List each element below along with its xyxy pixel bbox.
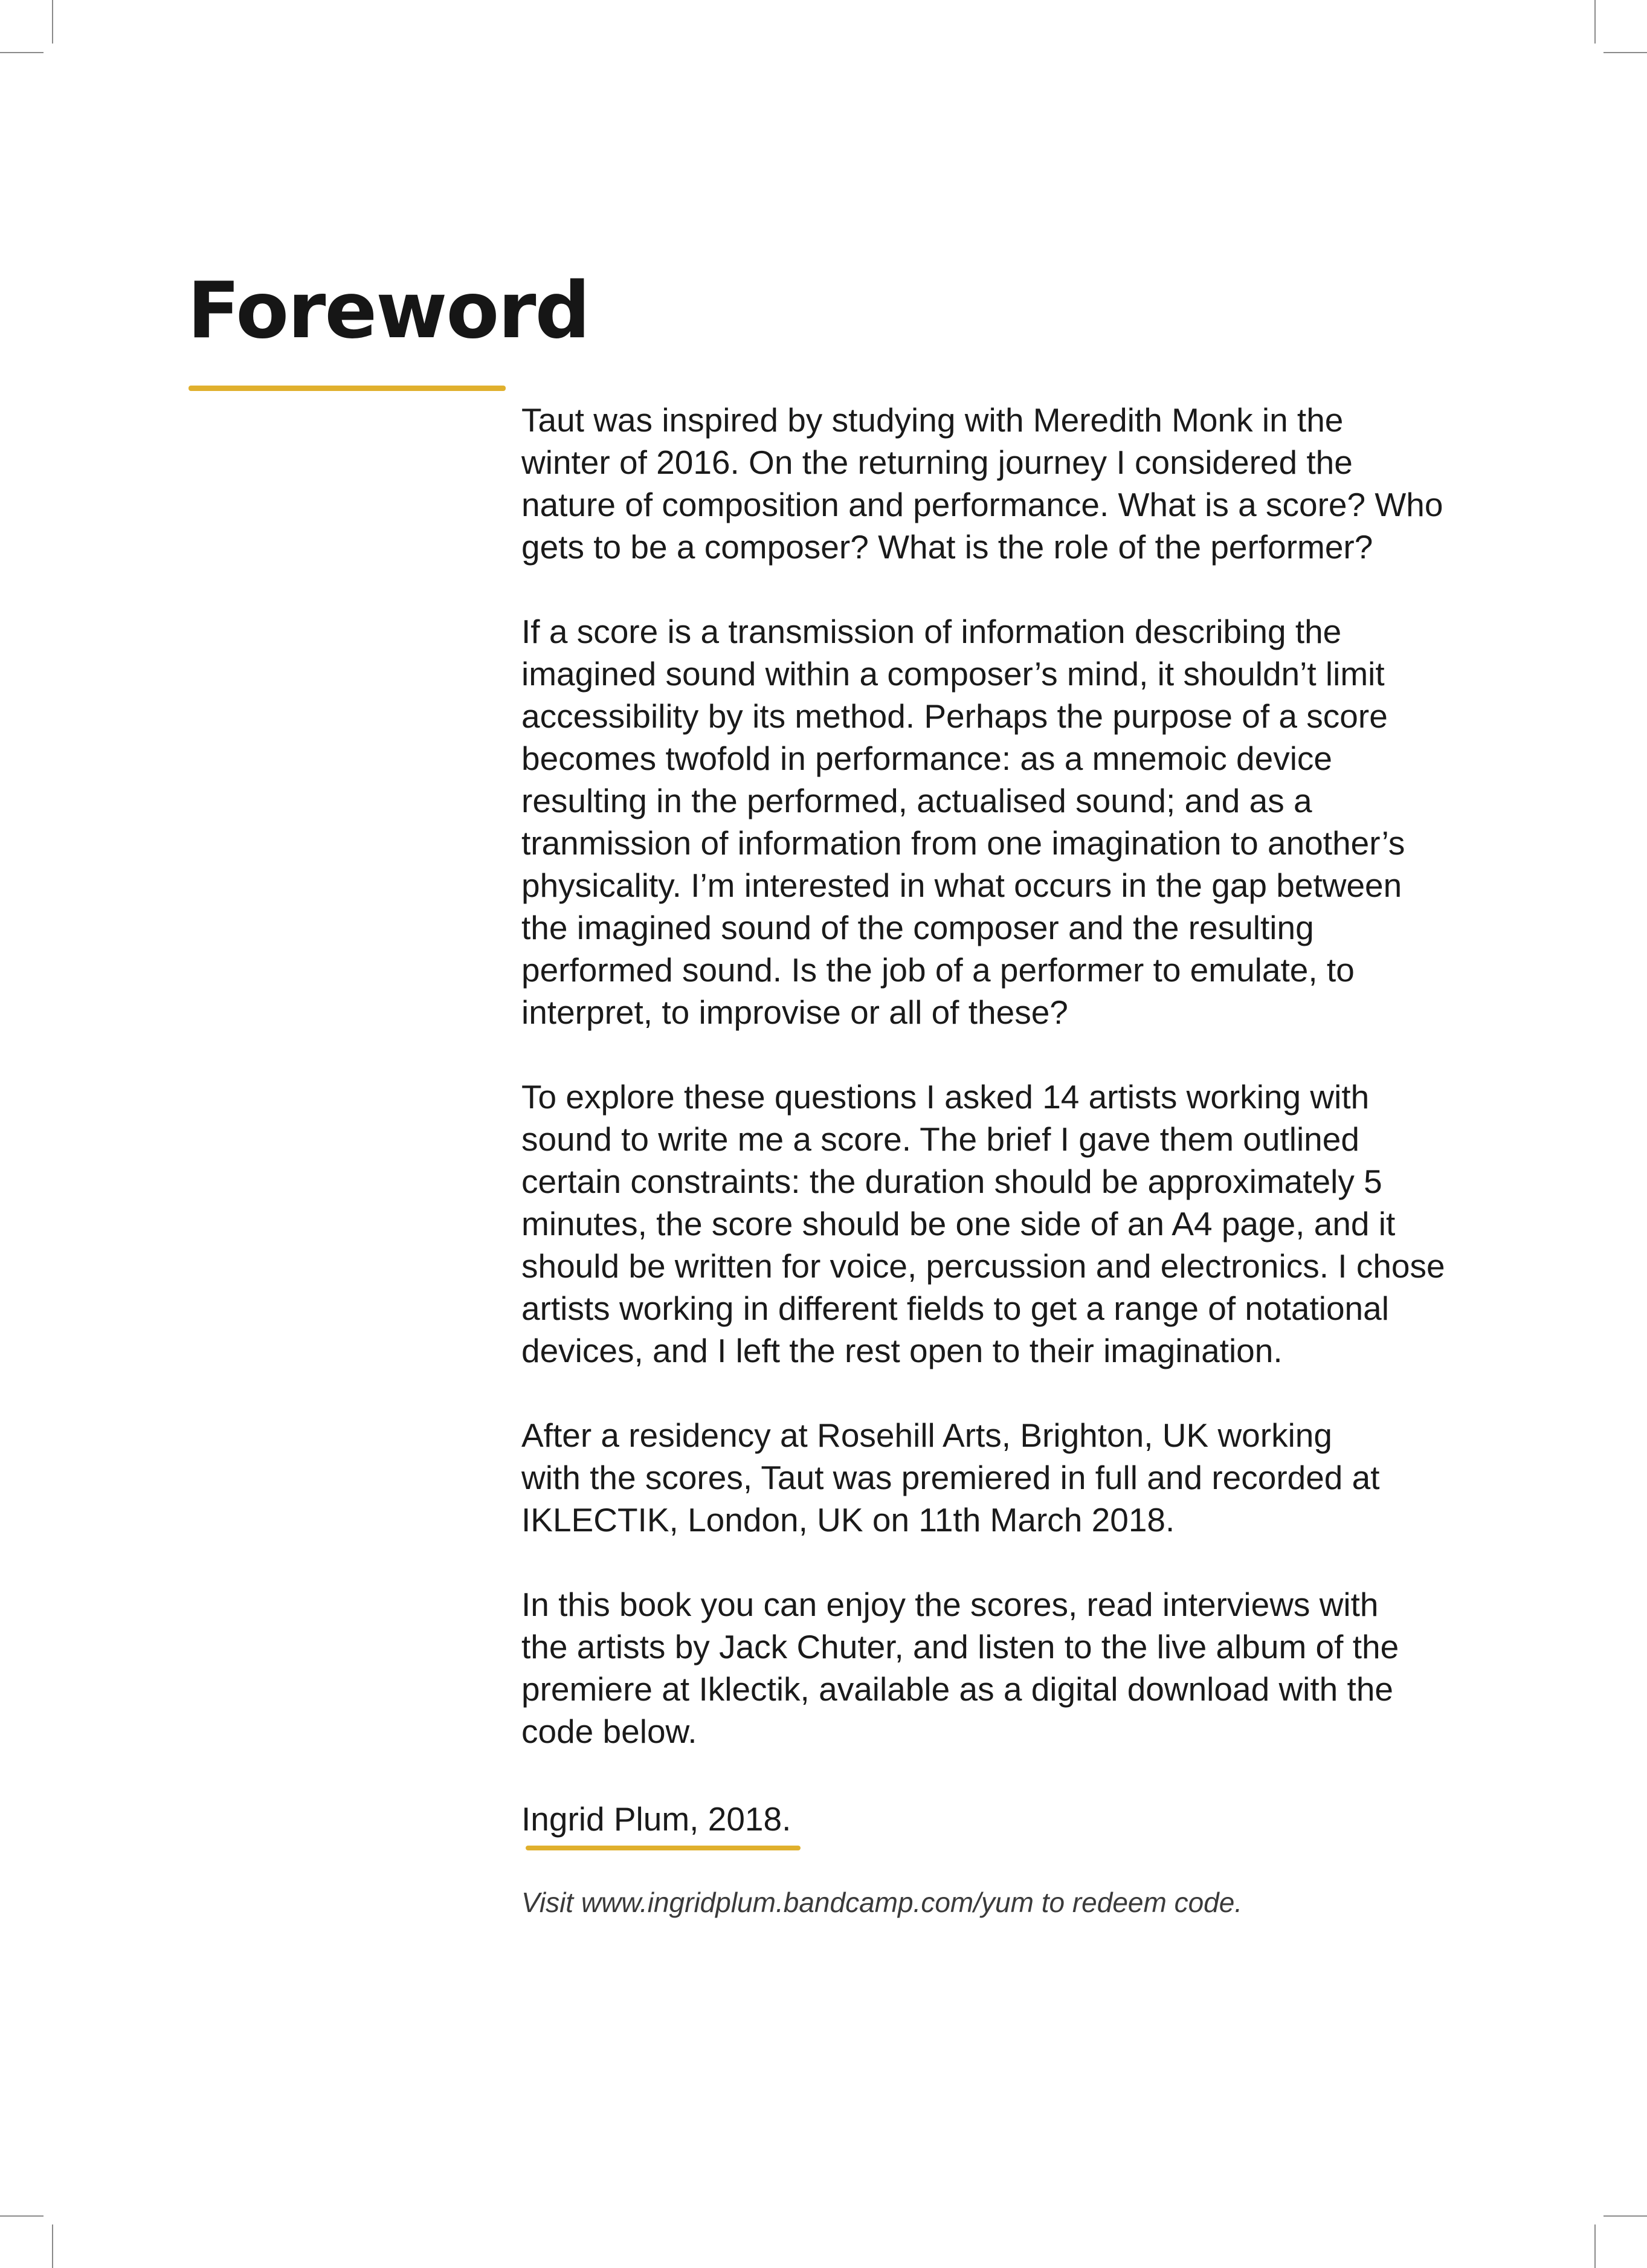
paragraph-premiere: After a residency at Rosehill Arts, Brighton, UK working with the scores, Taut was premiered in full and recorded at IKLECTIK, London, UK on 11th March 2018. [521,1417,1380,1539]
crop-mark-top-right-horizontal [1603,52,1647,53]
redeem-code-note: Visit www.ingridplum.bandcamp.com/yum to redeem code. [521,1887,1243,1918]
signature-underline-rule [526,1846,801,1850]
crop-mark-top-left-horizontal [0,52,44,53]
crop-mark-bottom-right-vertical [1594,2224,1596,2268]
crop-mark-bottom-right-horizontal [1603,2215,1647,2217]
crop-mark-top-left-vertical [52,0,53,44]
crop-mark-bottom-left-horizontal [0,2215,44,2217]
paragraph-inspiration: Taut was inspired by studying with Meredith Monk in the winter of 2016. On the returning journey I considered the nature of composition and performance. What is a score? Who gets to be a composer? What is the role of the performer? [521,401,1443,566]
title-underline-rule [189,386,506,391]
author-signature: Ingrid Plum, 2018. [521,1800,791,1838]
foreword-body [521,399,1488,1795]
paragraph-score-purpose: If a score is a transmission of information describing the imagined sound within a composer’s mind, it shouldn’t limit accessibility by its method. Perhaps the purpose of a score becomes twofold in performance: as a mnemoic device resulting in the performed, actualised sound; and as a tranmission of information from one imagination to another’s physicality. I’m interested in what occurs in the gap between the imagined sound of the composer and the resulting performed sound. Is the job of a performer to emulate, to interpret, to improvise or all of these? [521,613,1405,1031]
crop-mark-bottom-left-vertical [52,2224,53,2268]
page-title: Foreword [187,266,590,356]
paragraph-artists-brief: To explore these questions I asked 14 artists working with sound to write me a score. The brief I gave them outlined certain constraints: the duration should be approximately 5 minutes, the score should be one side of an A4 page, and it should be written for voice, percussion and electronics. I chose artists working in different fields to get a range of notational devices, and I left the rest open to their imagination. [521,1078,1445,1369]
crop-mark-top-right-vertical [1594,0,1596,44]
paragraph-book-contents: In this book you can enjoy the scores, read interviews with the artists by Jack Chuter, and listen to the live album of the premiere at Iklectik, available as a digital download with the code below. [521,1586,1399,1750]
